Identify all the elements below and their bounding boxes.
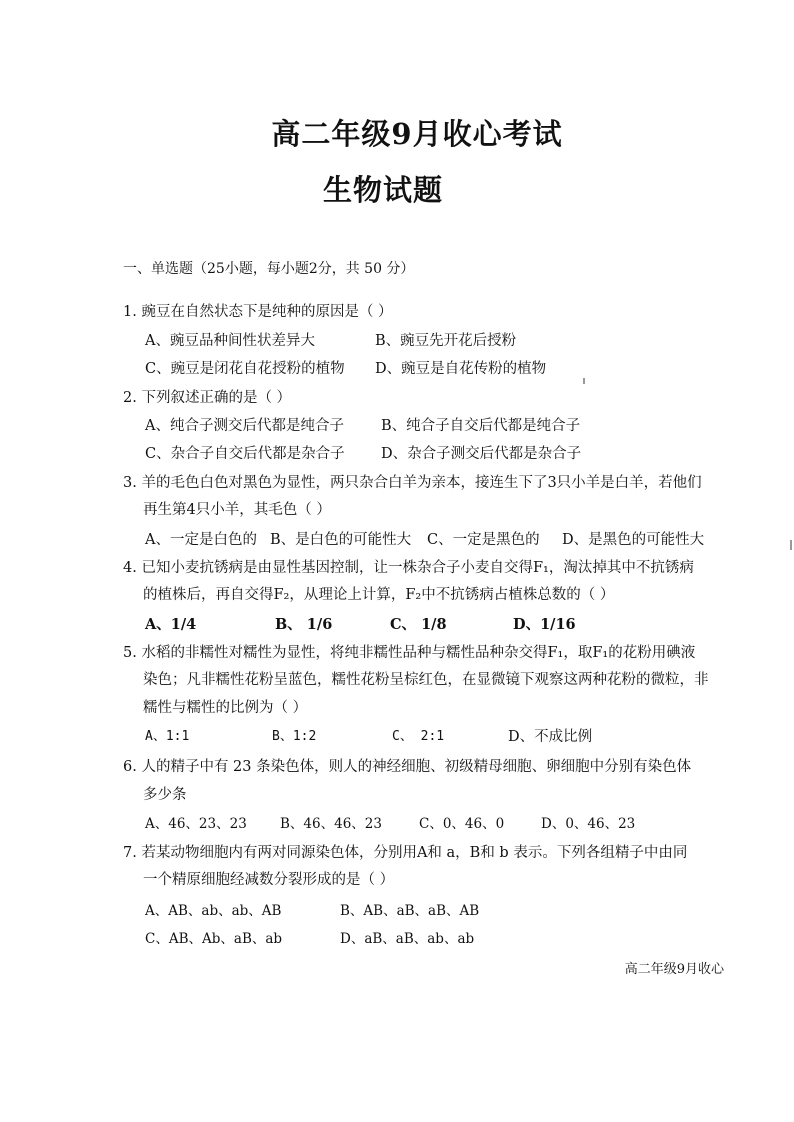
option-a: A、纯合子测交后代都是纯合子: [145, 418, 344, 434]
page-footer: 高二年级9月收心: [624, 962, 724, 977]
option-b: B、46、46、23: [280, 816, 382, 832]
option-c: C、 1/8: [390, 616, 447, 633]
option-d: D、0、46、23: [541, 816, 636, 832]
exam-subtitle: 生物试题: [322, 173, 443, 207]
option-a: A、豌豆品种间性状差异大: [145, 333, 315, 349]
question-stem: 糯性与糯性的比例为（ ）: [143, 700, 308, 716]
option-a: A、一定是白色的: [145, 532, 257, 548]
option-a: A、46、23、23: [145, 816, 247, 832]
option-d: D、杂合子测交后代都是杂合子: [381, 446, 582, 462]
option-b: B、是白色的可能性大: [270, 532, 412, 548]
option-c: C、AB、Ab、aB、ab: [145, 931, 283, 947]
question-stem: 5. 水稻的非糯性对糯性为显性，将纯非糯性品种与糯性品种杂交得F₁，取F₁的花粉用碘液: [123, 645, 696, 661]
option-a: A、1/4: [145, 616, 197, 633]
option-c: C、豌豆是闭花自花授粉的植物: [145, 361, 345, 377]
scan-speck: [790, 540, 792, 550]
option-b: B、AB、aB、aB、AB: [340, 903, 480, 919]
option-d: D、aB、aB、ab、ab: [340, 931, 475, 947]
question-stem: 一个精原细胞经减数分裂形成的是（ ）: [143, 872, 395, 888]
scan-speck: [583, 378, 585, 384]
option-b: B、1:2: [272, 729, 317, 744]
option-a: A、1:1: [145, 729, 190, 744]
option-b: B、纯合子自交后代都是纯合子: [381, 418, 581, 434]
question-stem: 多少条: [143, 787, 187, 803]
exam-title: 高二年级9月收心考试: [271, 117, 563, 151]
option-d: D、豌豆是自花传粉的植物: [375, 361, 547, 377]
option-d: D、是黑色的可能性大: [562, 532, 705, 548]
question-stem: 染色；凡非糯性花粉呈蓝色，糯性花粉呈棕红色，在显微镜下观察这两种花粉的微粒，非: [143, 672, 709, 688]
question-stem: 7. 若某动物细胞内有两对同源染色体，分别用A和 a，B和 b 表示。下列各组精子中由同: [123, 845, 688, 861]
question-stem: 4. 已知小麦抗锈病是由显性基因控制，让一株杂合子小麦自交得F₁，淘汰掉其中不抗锈病: [123, 560, 694, 576]
option-d: D、不成比例: [508, 729, 593, 745]
question-stem: 6. 人的精子中有 23 条染色体，则人的神经细胞、初级精母细胞、卵细胞中分别有染色体: [123, 759, 692, 775]
option-c: C、一定是黑色的: [427, 532, 540, 548]
question-stem: 3. 羊的毛色白色对黑色为显性，两只杂合白羊为亲本，接连生下了3只小羊是白羊，若他们: [123, 475, 702, 491]
question-stem: 再生第4只小羊，其毛色（ ）: [143, 502, 331, 518]
option-a: A、AB、ab、ab、AB: [145, 903, 282, 919]
question-stem: 1. 豌豆在自然状态下是纯种的原因是（ ）: [123, 304, 393, 320]
option-b: B、 1/6: [275, 616, 333, 633]
question-stem: 的植株后，再自交得F₂，从理论上计算，F₂中不抗锈病占植株总数的（ ）: [143, 587, 615, 603]
question-stem: 2. 下列叙述正确的是（ ）: [123, 390, 292, 406]
option-b: B、豌豆先开花后授粉: [375, 333, 517, 349]
option-c: C、0、46、0: [419, 816, 505, 832]
option-d: D、1/16: [513, 616, 576, 633]
option-c: C、杂合子自交后代都是杂合子: [145, 446, 345, 462]
option-c: C、 2:1: [392, 729, 445, 744]
section-heading: 一、单选题（25小题，每小题2分，共 50 分）: [123, 261, 415, 277]
